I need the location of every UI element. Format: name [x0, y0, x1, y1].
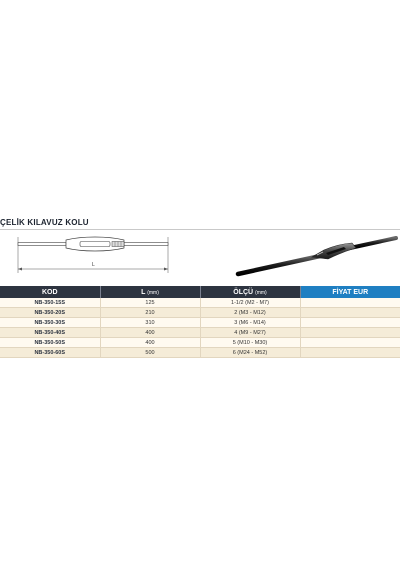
table-row — [0, 308, 400, 318]
cell-olcu: 2 (M3 - M12) — [200, 308, 300, 318]
title-divider — [0, 229, 400, 230]
cell-olcu: 4 (M9 - M27) — [200, 328, 300, 338]
col-header-fiyat: FİYAT EUR — [300, 286, 400, 298]
cell-l: 500 — [100, 348, 200, 358]
col-header-l: L (mm) — [100, 286, 200, 298]
cell-kod: NB-350-60S — [0, 348, 100, 358]
cell-kod: NB-350-20S — [0, 308, 100, 318]
cell-fiyat — [300, 318, 400, 328]
cell-kod: NB-350-30S — [0, 318, 100, 328]
table-row — [0, 338, 400, 348]
cell-fiyat — [300, 298, 400, 308]
cell-olcu: 5 (M10 - M30) — [200, 338, 300, 348]
table-row — [0, 328, 400, 338]
cell-fiyat — [300, 308, 400, 318]
spec-table — [0, 286, 400, 358]
col-header-olcu: ÖLÇÜ (mm) — [200, 286, 300, 298]
cell-fiyat — [300, 338, 400, 348]
section-title: ÇELİK KILAVUZ KOLU — [0, 218, 89, 227]
cell-fiyat — [300, 328, 400, 338]
dimension-label: L — [92, 262, 95, 268]
cell-olcu: 1-1/2 (M2 - M7) — [200, 298, 300, 308]
table-row — [0, 348, 400, 358]
cell-l: 310 — [100, 318, 200, 328]
cell-l: 210 — [100, 308, 200, 318]
table-row — [0, 298, 400, 308]
cell-l: 125 — [100, 298, 200, 308]
cell-olcu: 3 (M6 - M14) — [200, 318, 300, 328]
cell-olcu: 6 (M24 - M52) — [200, 348, 300, 358]
cell-l: 400 — [100, 328, 200, 338]
cell-kod: NB-350-50S — [0, 338, 100, 348]
cell-kod: NB-350-40S — [0, 328, 100, 338]
tap-wrench-drawing — [8, 233, 178, 275]
table-header-row — [0, 286, 400, 298]
table-row — [0, 318, 400, 328]
col-header-kod: KOD — [0, 286, 100, 298]
cell-kod: NB-350-15S — [0, 298, 100, 308]
cell-fiyat — [300, 348, 400, 358]
tap-wrench-photo — [230, 232, 400, 278]
cell-l: 400 — [100, 338, 200, 348]
